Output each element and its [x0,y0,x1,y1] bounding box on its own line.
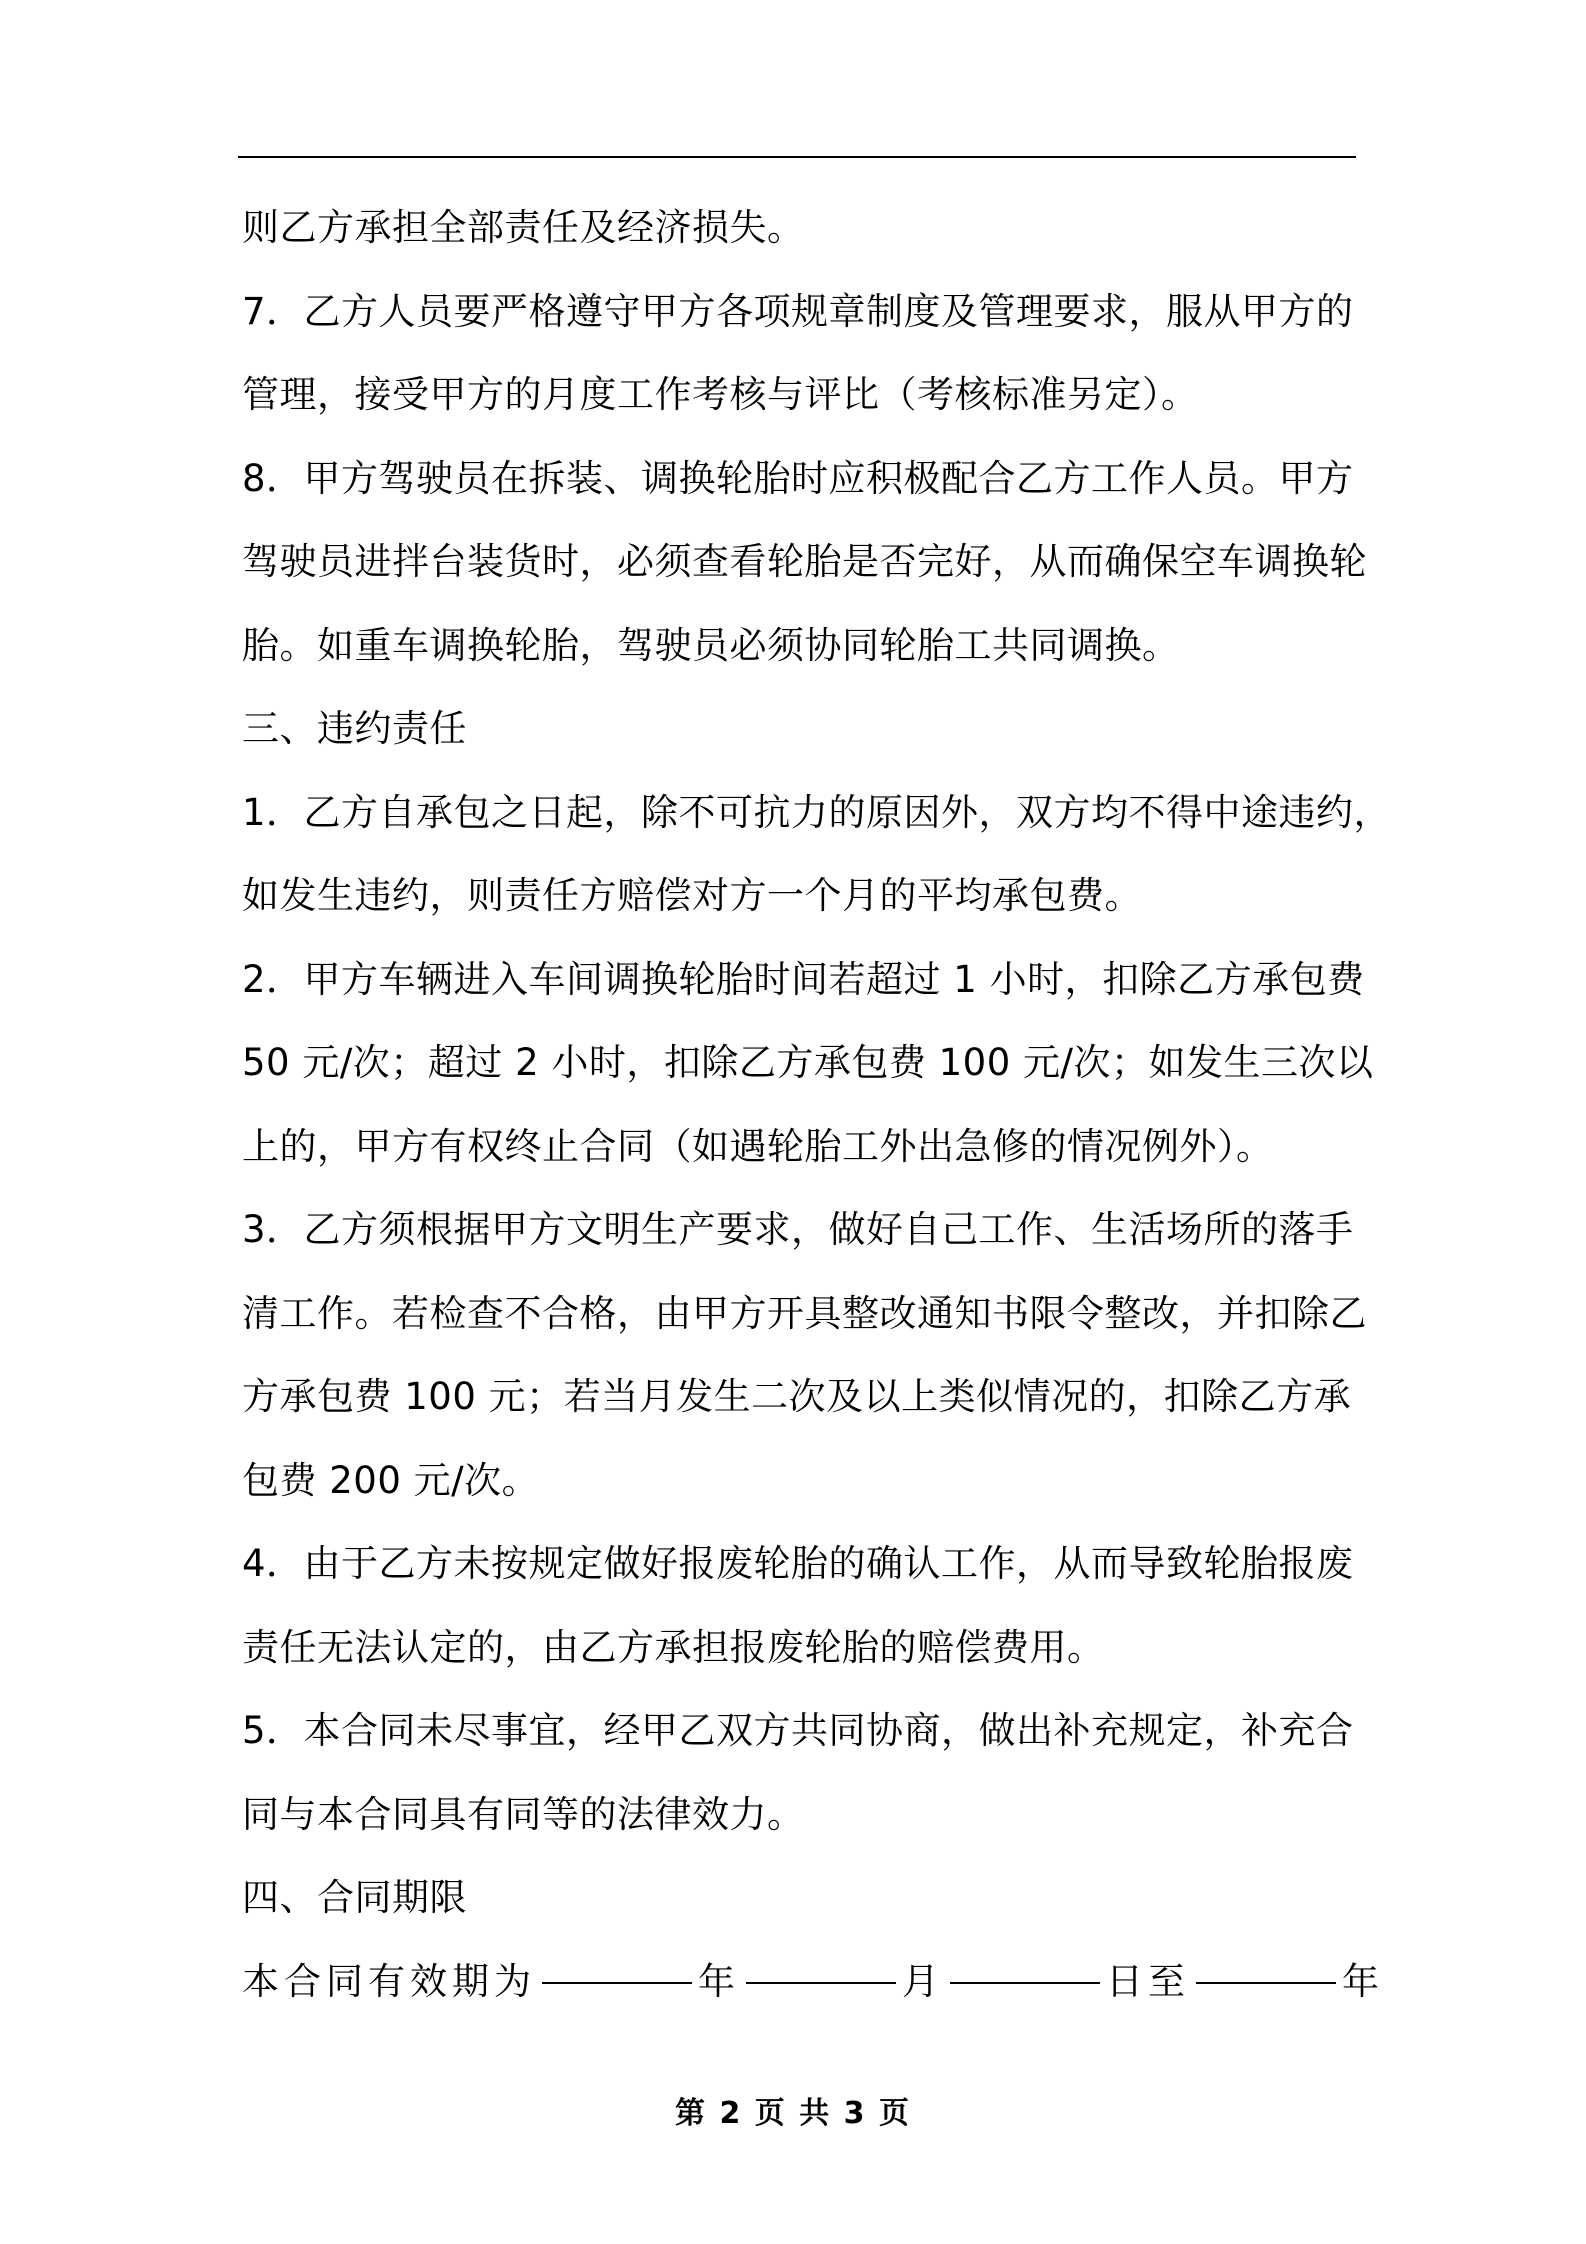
term-year2-label: 年 [1342,1959,1384,2003]
text-line: 则乙方承担全部责任及经济损失。 [242,206,805,249]
breach-4-line-2: 责任无法认定的，由乙方承担报废轮胎的赔偿费用。 [242,1625,1105,1669]
term-day-to-label: 日至 [1106,1959,1190,2003]
breach-3-line-2: 清工作。若检查不合格，由甲方开具整改通知书限令整改，并扣除乙 [242,1291,1367,1335]
breach-3-line-3: 方承包费 100 元；若当月发生二次及以上类似情况的，扣除乙方承 [242,1375,1352,1418]
breach-3-line-4: 包费 200 元/次。 [242,1458,540,1502]
breach-5-line-1: 5．本合同未尽事宜，经甲乙双方共同协商，做出补充规定，补充合 [242,1709,1354,1752]
clause-8-line-3: 胎。如重车调换轮胎，驾驶员必须协同轮胎工共同调换。 [242,623,1180,667]
term-month-label: 月 [902,1959,944,2003]
section-heading-term: 四、合同期限 [242,1876,467,1919]
page-footer: 第 2 页 共 3 页 [675,2096,911,2131]
breach-4-line-1: 4．由于乙方未按规定做好报废轮胎的确认工作，从而导致轮胎报废 [242,1542,1354,1585]
header-rule [238,156,1356,158]
clause-7-line-1: 7．乙方人员要严格遵守甲方各项规章制度及管理要求，服从甲方的 [242,289,1354,333]
clause-7-line-2: 管理，接受甲方的月度工作考核与评比（考核标准另定）。 [242,373,1199,416]
blank-start-month [746,1982,896,1984]
breach-5-line-2: 同与本合同具有同等的法律效力。 [242,1792,805,1836]
clause-8-line-2: 驾驶员进拌台装货时，必须查看轮胎是否完好，从而确保空车调换轮 [242,540,1367,583]
clause-8-line-1: 8．甲方驾驶员在拆装、调换轮胎时应积极配合乙方工作人员。甲方 [242,456,1354,500]
document-body [242,186,1392,2023]
breach-2-line-3: 上的，甲方有权终止合同（如遇轮胎工外出急修的情况例外）。 [242,1124,1274,1168]
blank-start-day [950,1982,1100,1984]
contract-term-line [242,1940,1384,2024]
breach-2-line-2: 50 元/次；超过 2 小时，扣除乙方承包费 100 元/次；如发生三次以 [242,1041,1374,1084]
term-prefix: 本合同有效期为 [242,1959,536,2003]
blank-end-year [1196,1982,1336,1984]
breach-1-line-1: 1．乙方自承包之日起，除不可抗力的原因外，双方均不得中途违约， [242,790,1392,834]
breach-2-line-1: 2．甲方车辆进入车间调换轮胎时间若超过 1 小时，扣除乙方承包费 [242,957,1365,1001]
breach-1-line-2: 如发生违约，则责任方赔偿对方一个月的平均承包费。 [242,874,1142,917]
section-heading-breach: 三、违约责任 [242,707,467,750]
term-year-label: 年 [698,1959,740,2003]
blank-start-year [542,1982,692,1984]
breach-3-line-1: 3．乙方须根据甲方文明生产要求，做好自己工作、生活场所的落手 [242,1208,1354,1251]
